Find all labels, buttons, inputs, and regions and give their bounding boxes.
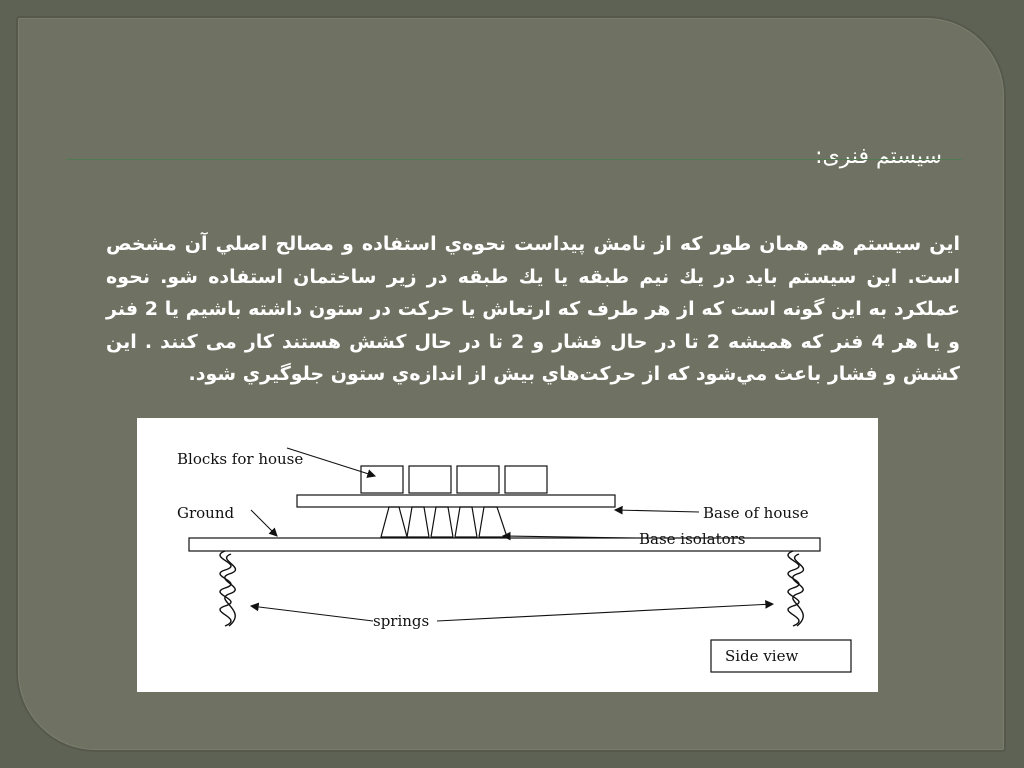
label-base-of-house: Base of house	[703, 504, 809, 522]
slide-frame	[18, 18, 1004, 750]
right-spring	[788, 551, 803, 626]
base-isolators	[381, 507, 507, 537]
base-isolation-diagram	[137, 418, 878, 692]
house-blocks	[361, 466, 547, 493]
label-base-isolators: Base isolators	[639, 530, 746, 548]
label-blocks-for-house: Blocks for house	[177, 450, 304, 468]
title-divider	[66, 159, 962, 160]
left-spring	[220, 551, 235, 626]
label-side-view: Side view	[725, 647, 799, 665]
label-springs: springs	[373, 612, 430, 630]
house-base	[297, 495, 615, 507]
slide-title: سیستم فنری:	[815, 144, 942, 169]
slide-body-text: اين سيستم هم همان طور كه از نامش پيداست نحوه‌ي استفاده و مصالح اصلي آن مشخص است. اين سيستم بايد در يك نيم طبقه يا يك طبقه در زير ساختمان استفاده شو. نحوه عملكرد به اين گونه است که از هر طرف که ارتعاش يا حرکت در ستون داشته باشيم يا 2 فنر و يا هر 4 فنر که هميشه 2 تا در حال فشار و 2 تا در حال کشش هستند کار می کنند . اين كشش و فشار باعث مي‌شود كه از حركت‌هاي بيش از اندازه‌ي ستون جلوگيري شود.	[106, 233, 961, 385]
label-ground: Ground	[177, 504, 235, 522]
